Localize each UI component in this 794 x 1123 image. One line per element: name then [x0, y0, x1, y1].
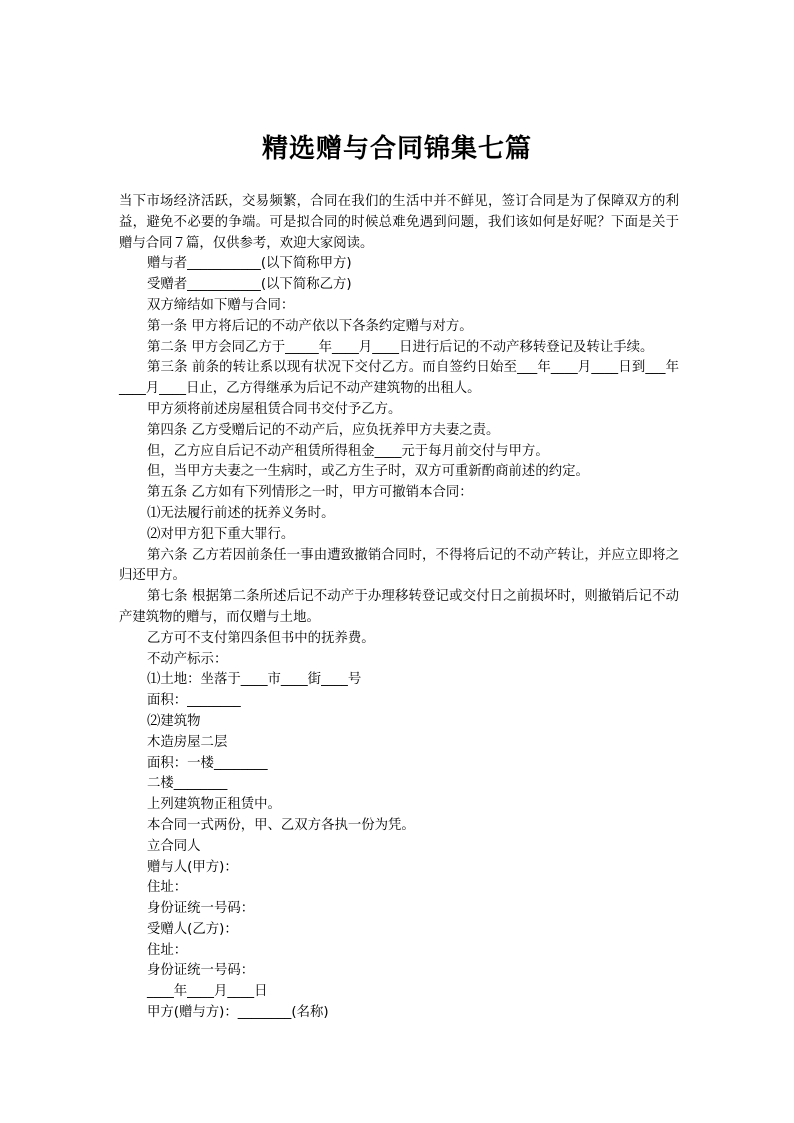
agreement-line: 双方缔结如下赠与合同：: [147, 297, 295, 313]
article-5: 第五条 乙方如有下列情形之一时，甲方可撤销本合同：: [147, 485, 473, 501]
property-label: 不动产标示：: [147, 651, 228, 667]
document-title: 精选赠与合同锦集七篇: [261, 134, 532, 164]
signing-date: ____年____月____日: [147, 984, 268, 1000]
rent-clause: 但，乙方应自后记不动产租赁所得租金____元于每月前交付与甲方。: [147, 443, 549, 459]
donee-line: 受赠者___________(以下简称乙方): [147, 277, 352, 293]
donor-signature: 赠与人(甲方)：: [147, 859, 238, 875]
building-type: 木造房屋二层: [147, 734, 228, 750]
document-body: [119, 192, 679, 1024]
donee-signature: 受赠人(乙方)：: [147, 921, 238, 937]
article-6: 第六条 乙方若因前条任一事由遭致撤销合同时，不得将后记的不动产转让，并应立即将之归还甲方。: [119, 547, 679, 584]
support-fee-line: 乙方可不支付第四条但书中的抚养费。: [147, 630, 375, 646]
donor-id: 身份证统一号码：: [147, 901, 255, 917]
article-2: 第二条 甲方会同乙方于_____年____月____日进行后记的不动产移转登记及转让手续。: [147, 339, 654, 355]
building-area-1f: 面积：一楼________: [147, 755, 268, 771]
lease-status: 上列建筑物正租赁中。: [147, 797, 281, 813]
donor-address: 住址：: [147, 880, 188, 896]
article-1: 第一条 甲方将后记的不动产依以下各条约定赠与对方。: [147, 318, 473, 334]
article-3: 第三条 前条的转让系以现有状况下交付乙方。而自签约日始至___年____月____日到___年____月____日止，乙方得继承为后记不动产建筑物的出租人。: [119, 360, 679, 397]
land-area: 面积：________: [147, 693, 241, 709]
copies-line: 本合同一式两份，甲、乙双方各执一份为凭。: [147, 817, 415, 833]
donee-address: 住址：: [147, 942, 188, 958]
building-area-2f: 二楼________: [147, 776, 228, 792]
article-5-item-1: ⑴无法履行前述的抚养义务时。: [147, 505, 335, 521]
intro-paragraph: 当下市场经济活跃，交易频繁，合同在我们的生活中并不鲜见，签订合同是为了保障双方的利益，避免不必要的争端。可是拟合同的时候总难免遇到问题，我们该如何是好呢？下面是关于赠与合同７篇，仅供参考，欢迎大家阅读。: [119, 194, 679, 251]
land-location: ⑴土地：坐落于____市____街____号: [147, 672, 362, 688]
donee-id: 身份证统一号码：: [147, 963, 255, 979]
donor-line: 赠与者___________(以下简称甲方): [147, 256, 352, 272]
building-label: ⑵建筑物: [147, 713, 201, 729]
signatories-label: 立合同人: [147, 838, 201, 854]
renegotiation-clause: 但，当甲方夫妻之一生病时，或乙方生子时，双方可重新酌商前述的约定。: [147, 464, 589, 480]
lease-handover-line: 甲方须将前述房屋租赁合同书交付予乙方。: [147, 401, 402, 417]
article-7: 第七条 根据第二条所述后记不动产于办理移转登记或交付日之前损坏时，则撤销后记不动产建筑物的赠与，而仅赠与土地。: [119, 589, 679, 625]
article-4: 第四条 乙方受赠后记的不动产后，应负抚养甲方夫妻之责。: [147, 422, 500, 438]
article-5-item-2: ⑵对甲方犯下重大罪行。: [147, 526, 295, 542]
party-a-name: 甲方(赠与方)：________(名称): [147, 1005, 329, 1021]
